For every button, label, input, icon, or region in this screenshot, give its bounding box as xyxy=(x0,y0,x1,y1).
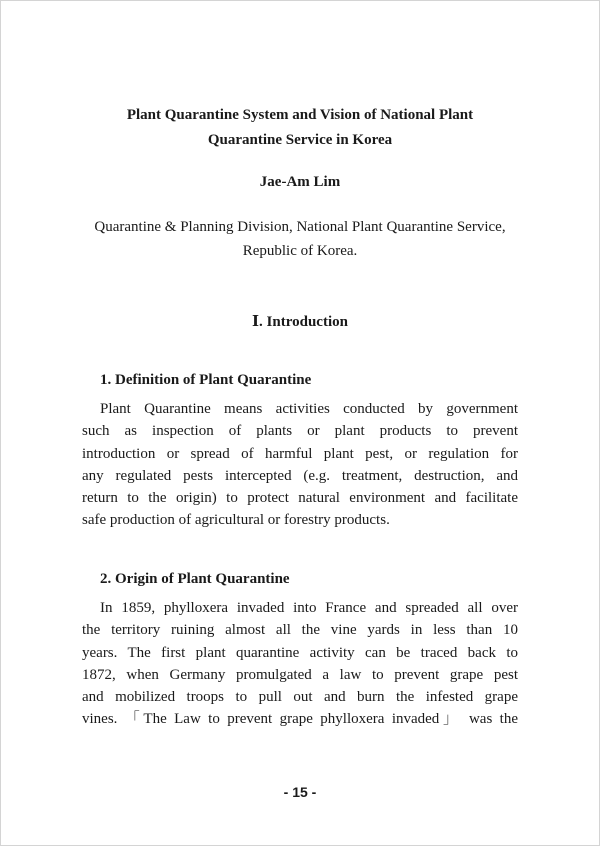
affiliation-line-2: Republic of Korea. xyxy=(242,243,358,259)
paragraph-line: and mobilized troops to pull out and burn the infested grape xyxy=(82,689,518,706)
paragraph-line: 1872, when Germany promulgated a law to prevent grape pest xyxy=(82,666,518,683)
paragraph-line: Plant Quarantine means activities conducted by government xyxy=(100,401,518,417)
paragraph-origin xyxy=(82,597,518,731)
section-heading: Ⅰ. Introduction xyxy=(252,314,348,330)
affiliation-line-1: Quarantine & Planning Division, National Plant Quarantine Service, xyxy=(94,219,506,235)
subsection-heading-origin: 2. Origin of Plant Quarantine xyxy=(100,571,290,587)
paragraph-definition xyxy=(82,398,518,532)
author-affiliation xyxy=(60,215,540,263)
paragraph-line: introduction or spread of harmful plant pest, or regulation for xyxy=(82,445,518,462)
paragraph-line: the territory ruining almost all the vine yards in less than 10 xyxy=(82,622,518,639)
paper-title xyxy=(60,103,540,153)
paragraph-line: years. The first plant quarantine activity can be traced back to xyxy=(82,644,518,661)
page-number: - 15 - xyxy=(283,784,317,800)
paragraph-line: vines. 「The Law to prevent grape phylloxera invaded」 was the xyxy=(82,711,518,728)
paper-title-line-2: Quarantine Service in Korea xyxy=(207,132,393,148)
paragraph-line: In 1859, phylloxera invaded into France and spreaded all over xyxy=(100,600,518,616)
paragraph-line: return to the origin) to protect natural environment and facilitate xyxy=(82,490,518,507)
paragraph-line: such as inspection of plants or plant products to prevent xyxy=(82,423,518,440)
subsection-heading-definition: 1. Definition of Plant Quarantine xyxy=(100,372,312,388)
paper-title-line-1: Plant Quarantine System and Vision of National Plant xyxy=(126,107,474,123)
author-name: Jae-Am Lim xyxy=(259,174,341,190)
paragraph-line: any regulated pests intercepted (e.g. treatment, destruction, and xyxy=(82,467,518,484)
paragraph-line: safe production of agricultural or forestry products. xyxy=(82,512,390,529)
